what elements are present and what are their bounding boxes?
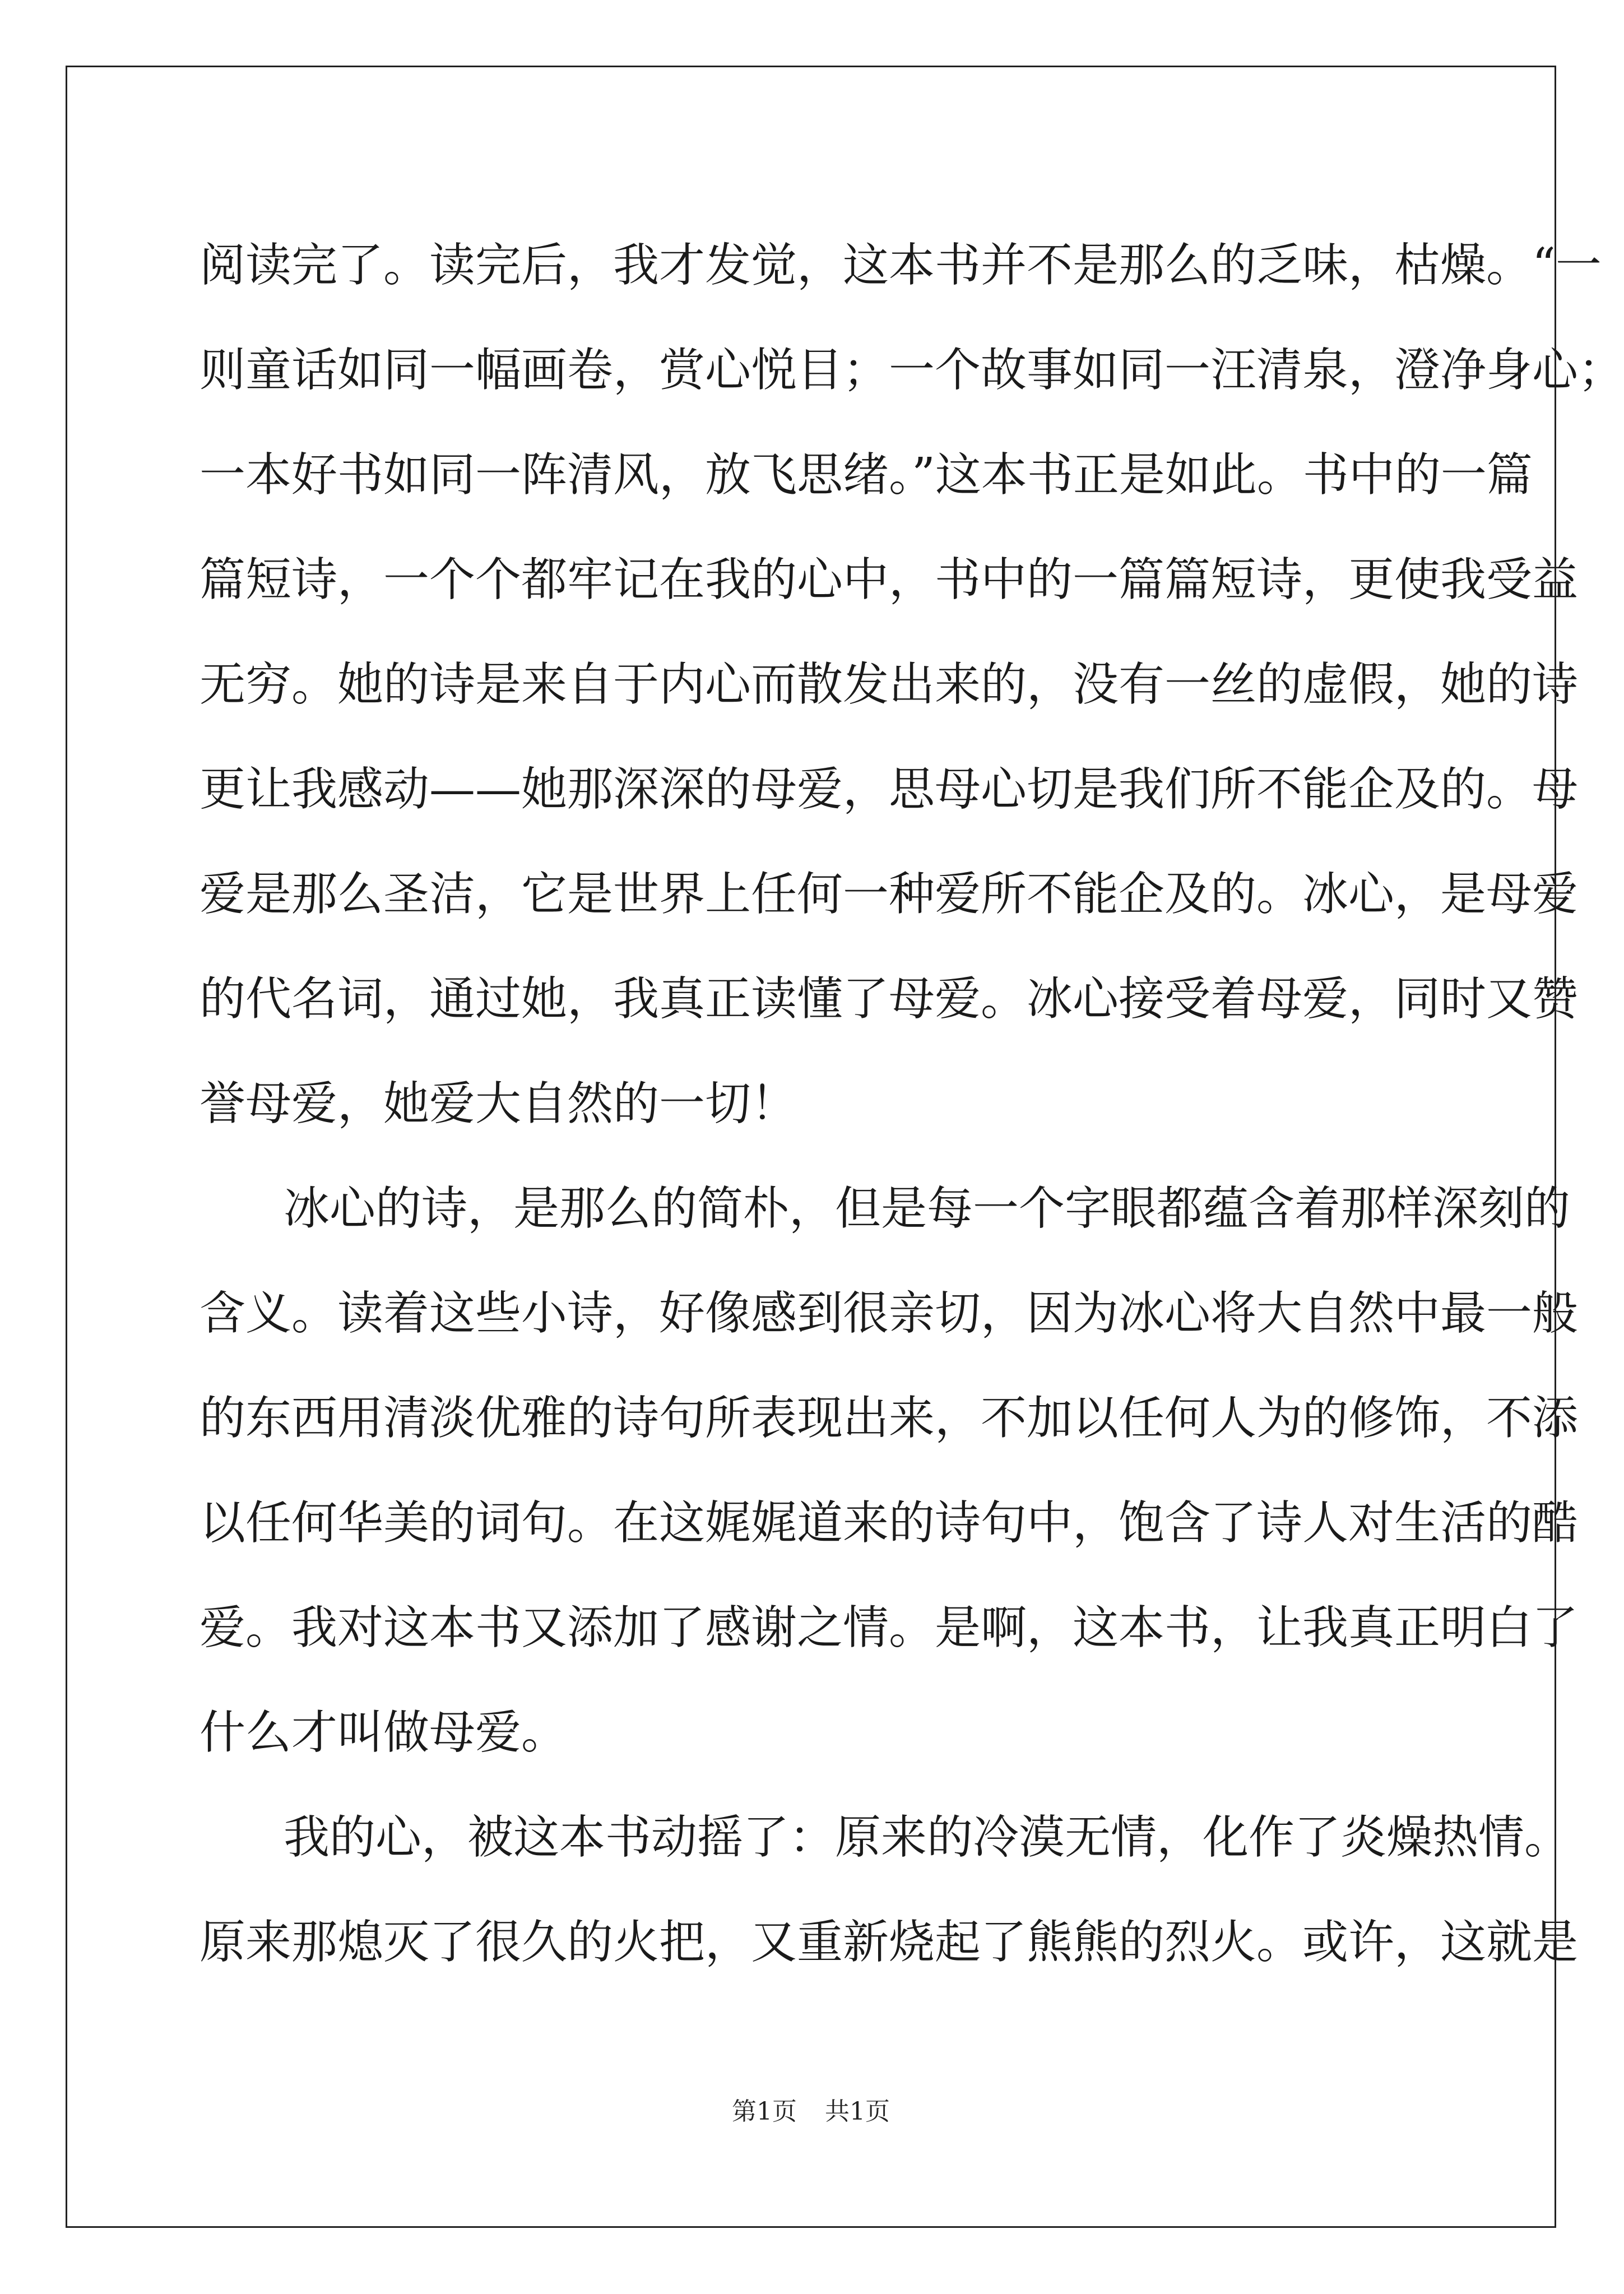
paragraph-1-line-9: 誉母爱，她爱大自然的一切！ (199, 1077, 797, 1130)
paragraph-3-line-1: 我的心，被这本书动摇了：原来的冷漠无情，化作了炎燥热情。 (284, 1811, 1571, 1864)
page-footer (0, 2095, 1622, 2129)
paragraph-1-line-3: 一本好书如同一阵清风，放飞思绪。”这本书正是如此。书中的一篇 (199, 448, 1533, 502)
paragraph-2-line-5: 爱。我对这本书又添加了感谢之情。是啊，这本书，让我真正明白了 (199, 1601, 1579, 1655)
page-total: 共1页 (825, 2097, 890, 2126)
paragraph-2-line-2: 含义。读着这些小诗，好像感到很亲切，因为冰心将大自然中最一般 (199, 1287, 1579, 1340)
paragraph-1-line-2: 则童话如同一幅画卷，赏心悦目；一个故事如同一汪清泉，澄净身心； (199, 344, 1624, 397)
paragraph-1-line-7: 爱是那么圣洁，它是世界上任何一种爱所不能企及的。冰心，是母爱 (199, 868, 1579, 921)
paragraph-2-line-6: 什么才叫做母爱。 (199, 1706, 568, 1759)
paragraph-1-line-6: 更让我感动——她那深深的母爱，思母心切是我们所不能企及的。母 (199, 763, 1579, 816)
paragraph-2-line-1: 冰心的诗，是那么的简朴，但是每一个字眼都蕴含着那样深刻的 (284, 1182, 1571, 1235)
paragraph-1-line-8: 的代名词，通过她，我真正读懂了母爱。冰心接受着母爱，同时又赞 (199, 972, 1579, 1026)
paragraph-2-line-4: 以任何华美的词句。在这娓娓道来的诗句中，饱含了诗人对生活的酷 (199, 1496, 1579, 1550)
paragraph-1-line-4: 篇短诗，一个个都牢记在我的心中，书中的一篇篇短诗，更使我受益 (199, 553, 1579, 606)
paragraph-1-line-1: 阅读完了。读完后，我才发觉，这本书并不是那么的乏味，枯燥。“一 (199, 239, 1602, 292)
document-body (199, 213, 1624, 1995)
paragraph-1-line-5: 无穷。她的诗是来自于内心而散发出来的，没有一丝的虚假，她的诗 (199, 658, 1579, 711)
paragraph-3-line-2: 原来那熄灭了很久的火把，又重新烧起了熊熊的烈火。或许，这就是 (199, 1916, 1579, 1969)
page-number: 第1页 (732, 2097, 797, 2126)
paragraph-2-line-3: 的东西用清淡优雅的诗句所表现出来，不加以任何人为的修饰，不添 (199, 1392, 1579, 1445)
